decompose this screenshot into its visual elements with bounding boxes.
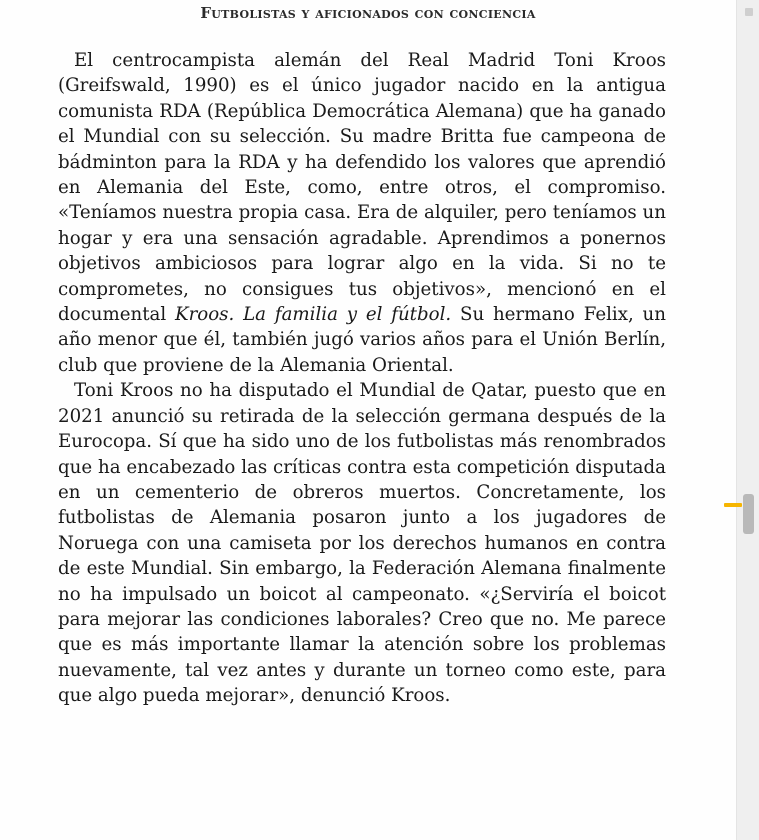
paragraph-1 [58, 48, 666, 378]
body-text [58, 48, 666, 709]
reading-position-marker [724, 503, 742, 507]
paragraph-2: Toni Kroos no ha disputado el Mundial de Qatar, puesto que en 2021 anunció su retirada de la selección germana después de la Eurocopa. Sí que ha sido uno de los futbolistas más renombrados que ha encabezado las críticas contra esta competición disputada en un cementerio de obreros muertos. Concretamente, los futbolistas de Alemania posaron junto a los jugadores de Noruega con una camiseta por los derechos humanos en contra de este Mundial. Sin embargo, la Federación Alemana finalmente no ha impulsado un boicot al campeonato. «¿Serviría el boicot para mejorar las condiciones laborales? Creo que no. Me parece que es más importante llamar la atención sobre los problemas nuevamente, tal vez antes y durante un torneo como este, para que algo pueda mejorar», denunció Kroos. [58, 380, 666, 707]
vertical-scrollbar[interactable] [736, 0, 759, 840]
documentary-title: Kroos. La familia y el fútbol. [175, 304, 452, 326]
running-header: Futbolistas y aficionados con conciencia [200, 4, 536, 22]
paragraph-1-text-a: El centrocampista alemán del Real Madrid Toni Kroos (Greifswald, 1990) es el único jugador nacido en la antigua comunista RDA (República Democrática Alemana) que ha ganado el Mundial con su selección. Su madre Britta fue campeona de bádminton para la RDA y ha defendido los valores que aprendió en Alemania del Este, como, entre otros, el compromiso. «Teníamos nuestra propia casa. Era de alquiler, pero teníamos un hogar y era una sensación agradable. Aprendimos a ponernos objetivos ambiciosos para lograr algo en la vida. Si no te comprometes, no consigues tus objetivos», mencionó en el documental [58, 50, 666, 326]
paragraph-1-text-b: Su hermano Felix, un año menor que él, también jugó varios años para el Unión Berlín, club que proviene de la Alemania Oriental. [58, 304, 666, 376]
scroll-top-indicator[interactable] [745, 8, 753, 16]
scrollbar-thumb[interactable] [743, 494, 754, 534]
